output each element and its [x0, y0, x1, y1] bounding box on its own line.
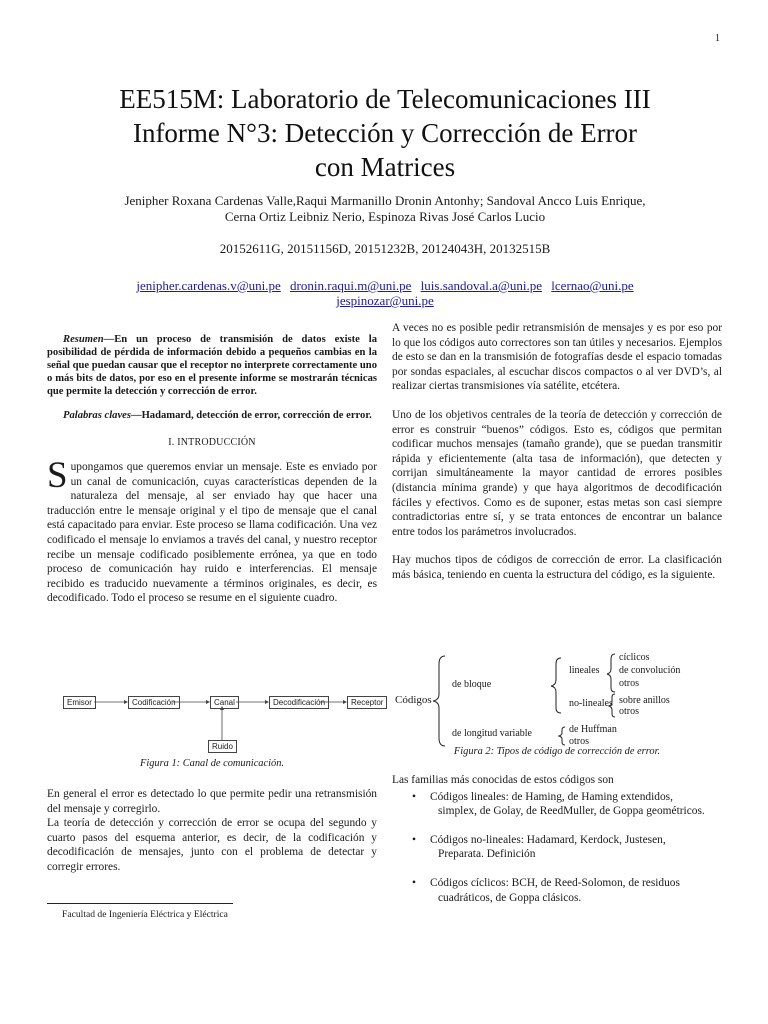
title-line: con Matrices [314, 152, 456, 182]
decodificacion-box: Decodificación [269, 696, 329, 709]
list-item-text: Códigos cíclicos: BCH, de Reed-Solomon, de residuos [430, 876, 680, 889]
figure-2-caption: Figura 2: Tipos de código de corrección de error. [453, 746, 661, 757]
otros-label: otros [619, 706, 639, 717]
email-link[interactable]: lcernao@uni.pe [551, 278, 634, 293]
email-link[interactable]: jespinozar@uni.pe [336, 293, 434, 308]
email-list [60, 278, 710, 308]
otros-label: otros [569, 736, 589, 747]
no-lineales-label: no-lineales [569, 698, 613, 709]
footnote-rule [47, 903, 233, 904]
codificacion-box: Codificación [128, 696, 180, 709]
figure-2-diagram [395, 650, 725, 750]
receptor-box: Receptor [347, 696, 387, 709]
left-column [47, 333, 377, 606]
section-heading: I. INTRODUCCIÓN [168, 437, 256, 448]
right-column [392, 321, 722, 583]
families-intro: Las familias más conocidas de estos códigos son [392, 774, 614, 786]
canal-box: Canal [210, 696, 239, 709]
intro-paragraph [47, 455, 377, 606]
left-column-lower [47, 787, 377, 875]
longitud-label: de longitud variable [452, 728, 532, 739]
author-list [60, 193, 710, 225]
student-ids: 20152611G, 20151156D, 20151232B, 20124043H, 20132515B [219, 241, 551, 256]
abstract-lead: Resumen [63, 334, 104, 345]
lineales-label: lineales [569, 665, 600, 676]
bullet-icon: • [412, 833, 416, 846]
list-item [392, 833, 722, 862]
list-item-text: Preparata. Definición [438, 848, 536, 861]
emisor-box: Emisor [63, 696, 96, 709]
list-item-text: simplex, de Golay, de ReedMuller, de Goppa geométricos. [438, 805, 705, 818]
email-link[interactable]: luis.sandoval.a@uni.pe [420, 278, 543, 293]
paragraph: Uno de los objetivos centrales de la teoría de detección y corrección de error es construir “buenos” códigos. Esto es, códigos que permitan codificar muchos mensajes (tamaño grande), que se puedan transmitir rápida y eficientemente (alta tasa de información), que detecten y corrijan simultáneamente la mayor cantidad de errores posibles (distancia mínima grande) y que haya algoritmos de decodificación fáciles y efectivos. Como es de suponer, estas metas son casi siempre contradictorias entre sí, y se trata entonces de encontrar un balance entre todos los parámetros involucrados. [392, 408, 722, 538]
bloque-label: de bloque [452, 679, 492, 690]
otros-label: otros [619, 678, 639, 689]
drop-cap: S [47, 455, 68, 496]
figure-1-caption: Figura 1: Canal de comunicación. [139, 758, 284, 769]
list-item-text: cuadráticos, de Goppa clásicos. [438, 891, 582, 904]
footnote: Facultad de Ingeniería Eléctrica y Eléctrica [62, 909, 228, 920]
families-list [392, 790, 722, 906]
abstract [47, 333, 377, 398]
keywords [47, 409, 377, 422]
paragraph: Hay muchos tipos de códigos de corrección de error. La clasificación más básica, teniendo en cuenta la estructura del código, es la siguiente. [392, 554, 722, 581]
root-label: Códigos [395, 694, 432, 706]
list-item-text: Códigos lineales: de Haming, de Haming extendidos, [430, 790, 673, 803]
huffman-label: de Huffman [569, 724, 617, 735]
code-families [392, 773, 722, 905]
title-line: EE515M: Laboratorio de Telecomunicaciones III [119, 84, 651, 114]
convolucion-label: de convolución [619, 665, 681, 676]
keywords-lead: Palabras claves [63, 410, 131, 421]
list-item [392, 876, 722, 905]
authors-line: Jenipher Roxana Cardenas Valle,Raqui Marmanillo Dronin Antonhy; Sandoval Ancco Luis Enrique, [124, 193, 646, 208]
authors-line: Cerna Ortiz Leibniz Nerio, Espinoza Rivas José Carlos Lucio [224, 209, 546, 224]
paragraph: A veces no es posible pedir retransmisión de mensajes y es por eso por lo que los códigos auto correctores son tan útiles y necesarios. Ejemplos de esto se dan en la transmisión de fotografías desde el espacio tomadas por sondas espaciales, al escuchar discos compactos o al ver DVD’s, al realizar ciertas transmisiones vía satélite, etcétera. [392, 322, 722, 393]
email-link[interactable]: jenipher.cardenas.v@uni.pe [136, 278, 281, 293]
sobre-anillos-label: sobre anillos [619, 695, 670, 706]
paragraph: En general el error es detectado lo que permite pedir una retransmisión del mensaje y corregirlo. [47, 788, 377, 815]
page-number: 1 [715, 33, 720, 44]
intro-body: upongamos que queremos enviar un mensaje. Este es enviado por un canal de comunicación, cuyas características dependen de la naturaleza del mensaje, al ser enviado hay que hacer una traducción entre le mensaje original y el tipo de mensaje que el canal está capacitado para enviar. Este proceso se llama codificación. Una vez codificado el mensaje lo enviamos a través del canal, y nuestro receptor recibe un mensaje codificado posiblemente errónea, ya que en todo proceso de comunicación hay ruido e interferencias. El mensaje recibido es traducido nuevamente a términos originales, es decir, es decodificado. Todo el proceso se resume en el siguiente cuadro. [47, 461, 377, 605]
keywords-body: —Hadamard, detección de error, corrección de error. [130, 410, 372, 421]
bullet-icon: • [412, 790, 416, 803]
bullet-icon: • [412, 876, 416, 889]
ruido-box: Ruido [208, 740, 237, 753]
paper-title [60, 82, 710, 184]
figure-1-diagram [60, 690, 390, 760]
list-item-text: Códigos no-lineales: Hadamard, Kerdock, Justesen, [430, 833, 666, 846]
abstract-body: —En un proceso de transmisión de datos existe la posibilidad de pérdida de información debido a pequeños cambias en la señal que puedan causar que el receptor no interprete correctamente uno o más bits de datos, por eso en el presente informe se mostrarán técnicas que permite la detección y corrección de error. [47, 334, 377, 397]
list-item [392, 790, 722, 819]
paragraph: La teoría de detección y corrección de error se ocupa del segundo y cuarto pasos del esquema anterior, es decir, de la codificación y decodificación de mensajes, junto con el problema de detectar y corregir errores. [47, 817, 377, 873]
title-line: Informe N°3: Detección y Corrección de Error [132, 118, 638, 148]
ciclicos-label: cíclicos [619, 652, 650, 663]
email-link[interactable]: dronin.raqui.m@uni.pe [290, 278, 412, 293]
